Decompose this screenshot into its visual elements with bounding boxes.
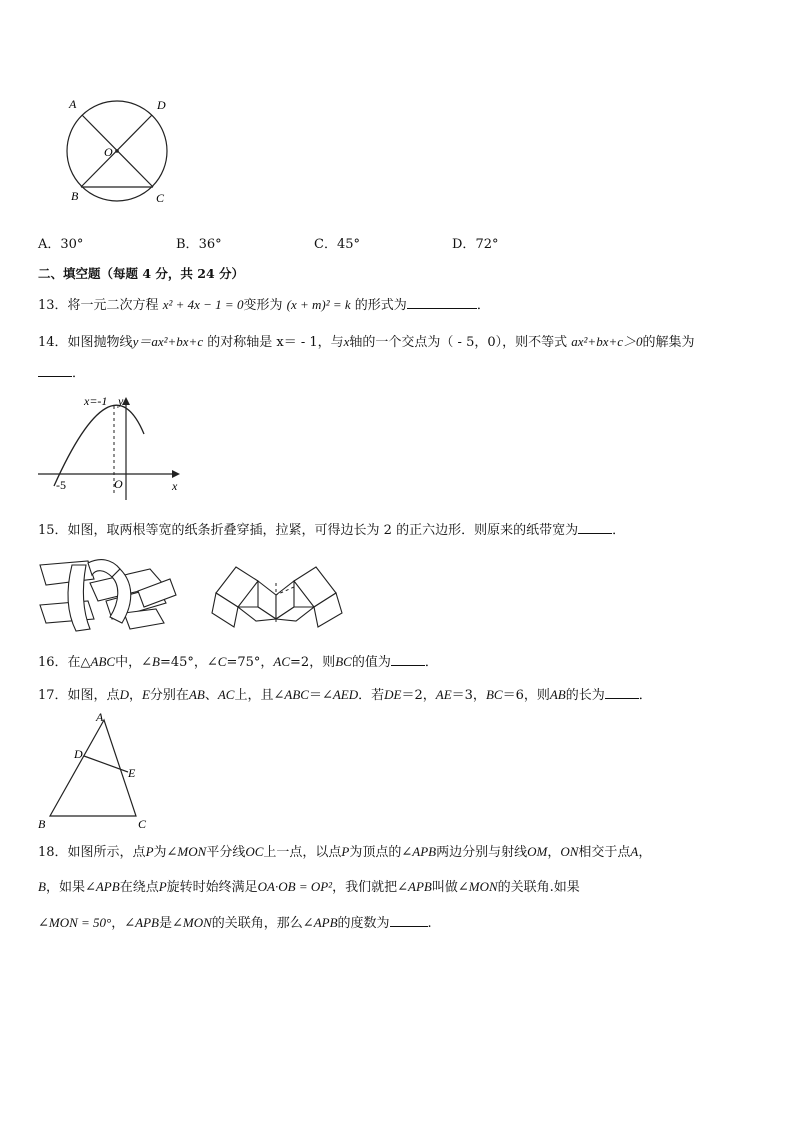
question-14-blank-line: ．: [38, 364, 85, 383]
answer-blank-14[interactable]: [38, 364, 72, 377]
option-a: A．30°: [38, 237, 84, 252]
label-d: D: [157, 98, 166, 112]
question-18-line-2: B，如果∠APB在绕点P旋转时始终满足OA·OB = OP²，我们就把∠APB叫做∠MON的关联角.如果: [38, 879, 580, 895]
q12-circle-figure: [60, 92, 180, 212]
triangle-abc: [50, 720, 136, 816]
label-c: C: [156, 191, 165, 205]
q14-parabola-figure: [34, 392, 194, 502]
answer-blank-16[interactable]: [391, 653, 425, 666]
question-15: 15．如图，取两根等宽的纸条折叠穿插，拉紧，可得边长为 2 的正六边形．则原来的纸带宽为 ．: [38, 523, 626, 538]
label-e: E: [128, 766, 136, 780]
answer-blank-15[interactable]: [578, 521, 612, 534]
segment-de: [84, 756, 128, 772]
equation-1: x² + 4x − 1 = 0: [162, 297, 244, 312]
label-a: A: [69, 97, 77, 111]
answer-blank-17[interactable]: [605, 686, 639, 699]
label-c: C: [138, 817, 147, 831]
question-13: 13．将一元二次方程 x² + 4x − 1 = 0变形为 (x + m)² = k 的形式为 ．: [38, 297, 490, 313]
label-x: x: [172, 479, 178, 493]
section-heading: 二、填空题（每题 4 分，共 24 分）: [38, 266, 245, 281]
question-18-line-1: 18．如图所示，点P为∠MON平分线OC上一点，以点P为顶点的∠APB两边分别与射线OM，ON相交于点A，: [38, 844, 652, 860]
option-d: D．72°: [452, 237, 499, 252]
x-axis-arrow: [172, 470, 180, 478]
q17-triangle-figure: [34, 710, 164, 830]
equation-2: (x + m)² = k: [286, 297, 351, 312]
q15-hexagon-strip-figure: [206, 553, 356, 633]
label-d: D: [74, 747, 83, 761]
label-origin: O: [114, 477, 123, 491]
label-axis: x=-1: [84, 394, 108, 408]
label-b: B: [38, 817, 46, 831]
label-root: -5: [56, 478, 66, 492]
center-point: [115, 149, 119, 153]
question-14: 14．如图抛物线y＝ax²+bx+c 的对称轴是 x＝ - 1，与x轴的一个交点为（ - 5，0），则不等式 ax²+bx+c＞0的解集为: [38, 334, 695, 350]
label-a: A: [96, 710, 104, 724]
answer-blank-13[interactable]: [407, 296, 477, 309]
question-17: 17．如图，点D，E分别在AB、AC上，且∠ABC＝∠AED．若DE＝2，AE＝3，BC＝6，则AB的长为 ．: [38, 687, 652, 703]
option-b: B．36°: [176, 237, 222, 252]
answer-blank-18[interactable]: [390, 914, 428, 927]
label-b: B: [71, 189, 79, 203]
option-c: C．45°: [314, 237, 360, 252]
question-18-line-3: ∠MON = 50°，∠APB是∠MON的关联角，那么∠APB的度数为 .: [38, 915, 432, 931]
question-16: 16．在△ABC中，∠B=45°，∠C=75°，AC=2，则BC的值为 ．: [38, 654, 438, 670]
label-y: y: [118, 394, 124, 408]
label-o: O: [104, 145, 113, 159]
q15-woven-strip-figure: [38, 553, 178, 633]
